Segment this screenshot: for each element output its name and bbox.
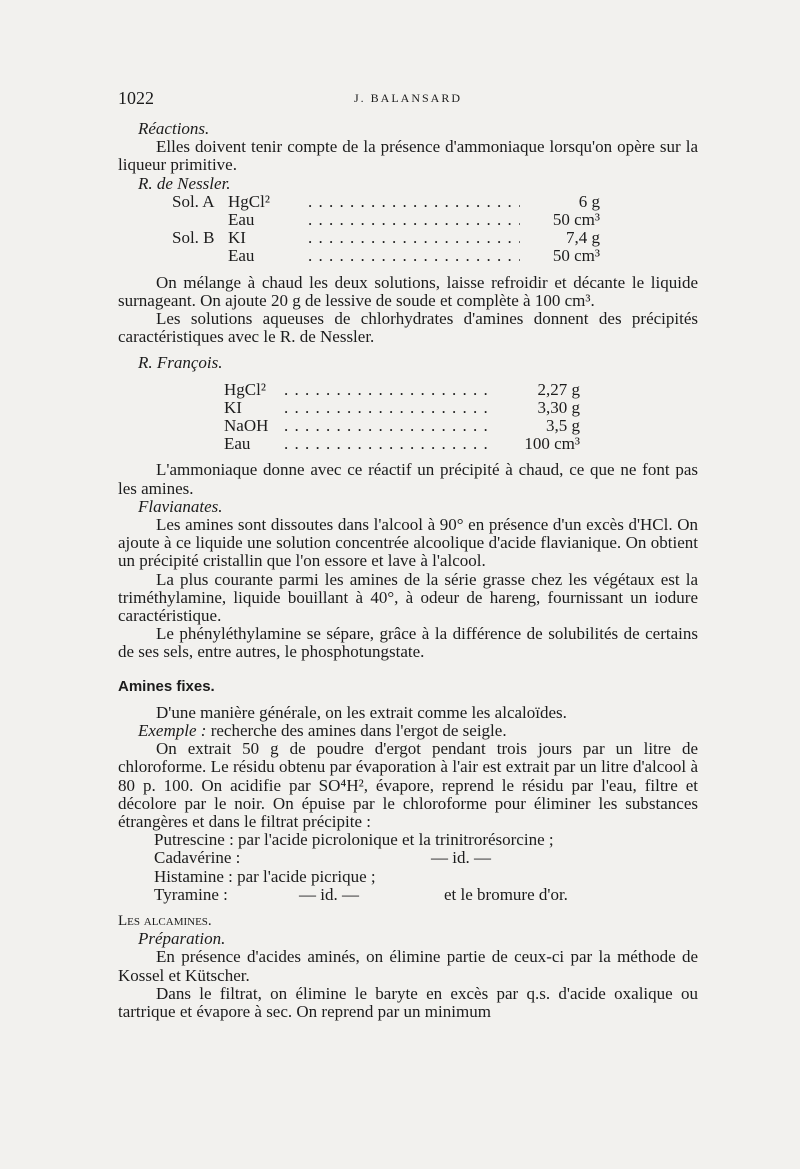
paragraph: On mélange à chaud les deux solutions, laisse refroidir et décante le liquide surnageant. On ajoute 20 g de lessive de soude et complète à 100 cm³.	[118, 272, 698, 310]
reagent-name: Eau	[224, 434, 251, 454]
nessler-table	[172, 193, 698, 266]
leader-dots	[284, 381, 490, 399]
solution-label: Sol. B	[172, 228, 215, 248]
list-item-end: et le bromure d'or.	[444, 884, 568, 904]
table-row	[224, 417, 698, 435]
page-number: 1022	[118, 88, 154, 108]
table-row	[224, 381, 698, 399]
subsection-title-nessler: R. de Nessler.	[138, 173, 231, 193]
paragraph: Dans le filtrat, on élimine le baryte en excès par q.s. d'acide oxalique ou tartrique et évapore à sec. On reprend par un minimum	[118, 983, 698, 1021]
paragraph: On extrait 50 g de poudre d'ergot pendant trois jours par un litre de chloroforme. Le résidu obtenu par évaporation à l'air est extrait par un litre d'alcool à 80 p. 100. On acidifie par SO⁴H², évapore, reprend le résidu par l'eau, filtre et décolore par le noir. On épuise par le chloroforme pour éliminer les substances étrangères et dans le filtrat précipite :	[118, 739, 698, 831]
table-row	[172, 229, 698, 247]
reagent-name: Eau	[228, 246, 255, 266]
list-item-ditto: — id. —	[431, 848, 491, 868]
paragraph: En présence d'acides aminés, on élimine partie de ceux-ci par la méthode de Kossel et Kütscher.	[118, 947, 698, 985]
reagent-name: NaOH	[224, 415, 269, 435]
example-text: recherche des amines dans l'ergot de seigle.	[210, 720, 507, 740]
subsection-title-francois: R. François.	[138, 353, 223, 373]
list-item	[154, 831, 698, 849]
solution-label: Sol. A	[172, 191, 215, 211]
list-item-ditto: — id. —	[299, 884, 359, 904]
precipitation-list	[118, 831, 698, 904]
reagent-name: HgCl²	[228, 191, 270, 211]
reagent-name: KI	[228, 228, 246, 248]
reagent-amount: 3,5 g	[546, 415, 580, 435]
running-head-author: J. BALANSARD	[353, 91, 462, 105]
example-label: Exemple :	[138, 720, 207, 740]
francois-table	[224, 381, 698, 454]
table-row	[224, 435, 698, 453]
paragraph: Les solutions aqueuses de chlorhydrates d'amines donnent des précipités caractéristiques avec le R. de Nessler.	[118, 308, 698, 347]
list-item	[154, 849, 698, 867]
leader-dots	[308, 247, 520, 265]
paragraph: D'une manière générale, on les extrait comme les alcaloïdes.	[156, 702, 567, 722]
reagent-amount: 50 cm³	[552, 246, 600, 266]
page-header	[118, 88, 698, 112]
section-title-amines-fixes: Amines fixes.	[118, 677, 215, 695]
section-title-alcamines: Les alcamines.	[118, 912, 212, 929]
reagent-amount: 50 cm³	[552, 210, 600, 229]
paragraph: La plus courante parmi les amines de la série grasse chez les végétaux est la triméthylamine, liquide bouillant à 40°, à odeur de hareng, fournissant un iodure caractéristique.	[118, 569, 698, 625]
reagent-name: HgCl²	[224, 379, 266, 399]
leader-dots	[284, 399, 490, 417]
reagent-amount: 3,30 g	[537, 397, 580, 417]
paragraph: Elles doivent tenir compte de la présence d'ammoniaque lorsqu'on opère sur la liqueur primitive.	[118, 137, 698, 175]
reagent-amount: 2,27 g	[537, 379, 580, 399]
subsection-title-flavianates: Flavianates.	[138, 496, 223, 516]
body-text	[118, 120, 698, 1021]
paragraph: Le phényléthylamine se sépare, grâce à la différence de solubilités de certains de ses sels, entre autres, le phosphotungstate.	[118, 624, 698, 662]
reagent-amount: 100 cm³	[524, 434, 580, 454]
table-row	[172, 193, 698, 211]
table-row	[172, 211, 698, 229]
list-item-text: Tyramine :	[154, 884, 228, 904]
table-row	[224, 399, 698, 417]
leader-dots	[308, 193, 520, 211]
subsection-title-preparation: Préparation.	[138, 929, 226, 949]
paragraph: Les amines sont dissoutes dans l'alcool à 90° en présence d'un excès d'HCl. On ajoute à ce liquide une solution concentrée alcoolique d'acide flavianique. On obtient un précipité cristallin que l'on essore et lave à l'alcool.	[118, 514, 698, 571]
leader-dots	[284, 417, 490, 435]
reagent-amount: 6 g	[578, 191, 600, 211]
list-item-text: Cadavérine :	[154, 848, 241, 868]
table-row	[172, 247, 698, 265]
example-line	[118, 722, 698, 740]
leader-dots	[308, 211, 520, 229]
reagent-name: KI	[224, 397, 242, 417]
list-item-text: Putrescine : par l'acide picrolonique et la trinitrorésorcine ;	[154, 830, 554, 850]
reagent-name: Eau	[228, 210, 255, 229]
list-item	[154, 868, 698, 886]
reagent-amount: 7,4 g	[566, 228, 600, 248]
list-item-text: Histamine : par l'acide picrique ;	[154, 866, 376, 886]
paragraph: L'ammoniaque donne avec ce réactif un précipité à chaud, ce que ne font pas les amines.	[118, 460, 698, 498]
leader-dots	[308, 229, 520, 247]
list-item	[154, 886, 698, 904]
leader-dots	[284, 435, 490, 453]
section-title-reactions: Réactions.	[138, 119, 210, 138]
